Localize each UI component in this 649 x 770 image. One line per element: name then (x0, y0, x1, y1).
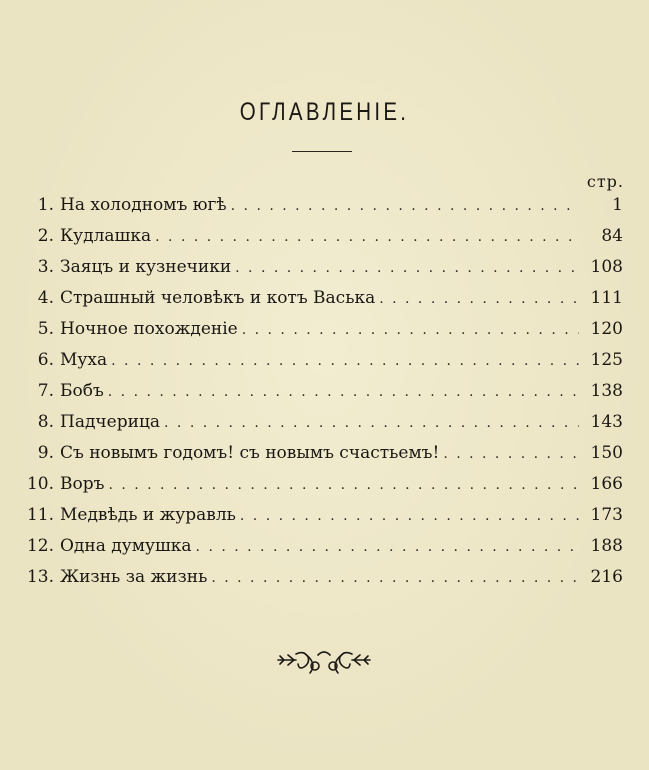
toc-entry[interactable] (18, 350, 623, 381)
toc-entry-page: 111 (590, 288, 623, 308)
toc-entry-number: 3. (37, 257, 54, 277)
toc-leader-dots (211, 570, 579, 586)
toc-entry-title: Падчерица (60, 412, 161, 432)
toc-leader-dots (108, 384, 579, 400)
toc-entry-page: 150 (590, 443, 623, 463)
toc-leader-dots (231, 198, 579, 214)
toc-entry-title: Воръ (60, 474, 105, 494)
toc-leader-dots (108, 477, 579, 493)
toc-leader-dots (242, 322, 579, 338)
toc-entry-title: Заяцъ и кузнечики (60, 257, 232, 277)
toc-entry-number: 7. (37, 381, 54, 401)
toc-entry-page: 166 (590, 474, 623, 494)
toc-entry-title: Бобъ (60, 381, 104, 401)
toc-leader-dots (196, 539, 579, 555)
toc-entry-number: 8. (37, 412, 54, 432)
toc-entry[interactable] (18, 567, 623, 598)
toc-entry[interactable] (18, 505, 623, 536)
toc-entry[interactable] (18, 319, 623, 350)
toc-entry[interactable] (18, 195, 623, 226)
toc-entry-number: 10. (26, 474, 54, 494)
toc-entry-number: 2. (37, 226, 54, 246)
toc-entry[interactable] (18, 226, 623, 257)
toc-entry-page: 120 (590, 319, 623, 339)
toc-entry-page: 84 (601, 226, 623, 246)
toc-entry-title: Одна думушка (60, 536, 192, 556)
toc-leader-dots (379, 291, 579, 307)
toc-entry[interactable] (18, 381, 623, 412)
toc-entry-title: Страшный человѣкъ и котъ Васька (60, 288, 376, 308)
page-column-label: стр. (586, 172, 624, 191)
toc-leader-dots (443, 446, 579, 462)
toc-entry-title: Медвѣдь и журавль (60, 505, 236, 525)
toc-entry-number: 13. (26, 567, 54, 587)
toc-entry[interactable] (18, 412, 623, 443)
title-divider (292, 151, 352, 152)
toc-entry-title: На холодномъ югѣ (60, 195, 227, 215)
toc-entry[interactable] (18, 536, 623, 567)
toc-entry[interactable] (18, 443, 623, 474)
page-title: ОГЛАВЛЕНІЕ. (239, 98, 410, 126)
toc-leader-dots (155, 229, 579, 245)
toc-entry[interactable] (18, 474, 623, 505)
toc-entry-number: 1. (37, 195, 54, 215)
toc-entry-number: 12. (26, 536, 54, 556)
toc-entry-number: 4. (37, 288, 54, 308)
toc-entry-number: 5. (37, 319, 54, 339)
toc-entry-title: Муха (60, 350, 108, 370)
toc-entry-title: Съ новымъ годомъ! съ новымъ счастьемъ! (60, 443, 440, 463)
toc-entry[interactable] (18, 257, 623, 288)
toc-entry-title: Ночное похожденіе (60, 319, 238, 339)
toc-entry-number: 9. (37, 443, 54, 463)
decorative-vignette-icon (274, 645, 374, 679)
toc-entry-number: 6. (37, 350, 54, 370)
toc-entry-page: 188 (590, 536, 623, 556)
toc-entry-page: 125 (590, 350, 623, 370)
toc-entry-title: Жизнь за жизнь (60, 567, 208, 587)
toc-entry[interactable] (18, 288, 623, 319)
toc-entry-page: 1 (612, 195, 623, 215)
toc-entry-page: 108 (590, 257, 623, 277)
table-of-contents (18, 195, 623, 598)
toc-entry-page: 173 (590, 505, 623, 525)
toc-entry-page: 143 (590, 412, 623, 432)
toc-entry-page: 138 (590, 381, 623, 401)
toc-entry-number: 11. (26, 505, 54, 525)
toc-entry-page: 216 (590, 567, 623, 587)
toc-leader-dots (164, 415, 579, 431)
toc-leader-dots (235, 260, 579, 276)
toc-leader-dots (111, 353, 579, 369)
toc-entry-title: Кудлашка (60, 226, 152, 246)
toc-leader-dots (240, 508, 579, 524)
